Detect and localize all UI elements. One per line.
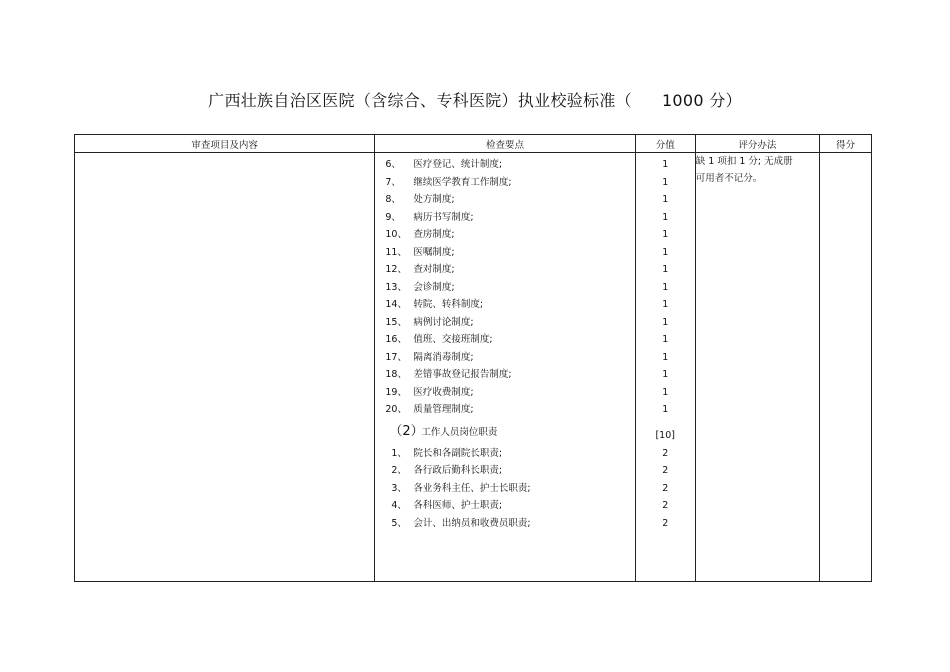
section-item-text: 各业务科主任、护士长职责;: [413, 482, 531, 494]
check-item-points: 1: [662, 351, 669, 363]
points-cell: [635, 153, 695, 582]
points-list: [636, 156, 695, 419]
table-header-row: [75, 135, 872, 153]
check-item: [375, 261, 634, 279]
check-item-text: 病历书写制度;: [413, 211, 474, 223]
section-item-points: 2: [662, 482, 669, 494]
review-item-cell: [75, 153, 375, 582]
check-item-number: 9、: [385, 211, 401, 223]
header-points: 分值: [635, 135, 695, 153]
title-score: 1000 分）: [661, 91, 742, 110]
section-item-points: 2: [662, 447, 669, 459]
check-item-number: 14、: [385, 299, 407, 310]
header-scoring-method: 评分办法: [695, 135, 819, 153]
section-item-number: 5、: [391, 517, 407, 529]
section-item-text: 各行政后勤科长职责;: [413, 465, 503, 476]
check-item-text: 查对制度;: [413, 264, 455, 275]
section-item-text: 会计、出纳员和收费员职责;: [413, 517, 531, 529]
section-item-points: 2: [662, 517, 669, 529]
check-item-number: 6、: [385, 159, 401, 170]
check-item: [375, 174, 634, 192]
check-item: [375, 191, 634, 209]
check-item-text: 处方制度;: [413, 194, 455, 205]
check-item-text: 医疗登记、统计制度;: [413, 159, 503, 170]
section-item-number: 3、: [391, 482, 407, 494]
check-item: [375, 244, 634, 262]
section-item: [375, 445, 634, 463]
check-item-points: 1: [662, 404, 669, 415]
check-item: [375, 384, 634, 402]
section-item-number: 2、: [391, 465, 407, 476]
section-item-points: 2: [662, 465, 669, 476]
check-item-text: 会诊制度;: [413, 281, 455, 293]
score-cell: [819, 153, 871, 582]
header-check-points: 检查要点: [375, 135, 635, 153]
section-number: （2）: [389, 423, 424, 439]
check-item-number: 19、: [385, 386, 407, 398]
check-item: [375, 331, 634, 349]
check-item-text: 医疗收费制度;: [413, 386, 474, 398]
check-item-points: 1: [662, 246, 669, 258]
check-item: [375, 209, 634, 227]
check-item-text: 医嘱制度;: [413, 246, 455, 258]
check-item-number: 20、: [385, 404, 407, 415]
check-item-points: 1: [662, 211, 669, 223]
section-points-list: [636, 445, 695, 533]
section-item: [375, 480, 634, 498]
check-item-number: 15、: [385, 316, 407, 328]
title-text: 广西壮族自治区医院（含综合、专科医院）执业校验标准（: [208, 91, 632, 110]
check-item-number: 10、: [385, 229, 407, 240]
section-points: [10]: [655, 429, 675, 441]
check-item-text: 质量管理制度;: [413, 404, 474, 415]
standard-table: [74, 134, 872, 582]
check-item-points: 1: [662, 229, 669, 240]
method-line-2: 可用者不记分。: [695, 173, 763, 184]
check-item-points: 1: [662, 264, 669, 275]
check-item-points: 1: [662, 334, 669, 345]
check-item-points: 1: [662, 369, 669, 380]
check-item-number: 7、: [385, 176, 401, 188]
check-item-text: 查房制度;: [413, 229, 455, 240]
check-item: [375, 314, 634, 332]
section-items-list: [375, 445, 634, 533]
check-item-text: 隔离消毒制度;: [413, 351, 474, 363]
table-body-row: [75, 153, 872, 582]
document-title: [0, 88, 950, 111]
header-review-item: 审查项目及内容: [75, 135, 375, 153]
check-item-points: 1: [662, 159, 669, 170]
check-item: [375, 226, 634, 244]
check-item-number: 13、: [385, 281, 407, 293]
check-points-cell: [375, 153, 635, 582]
check-item-points: 1: [662, 176, 669, 188]
section-title: 工作人员岗位职责: [421, 426, 498, 438]
section-item: [375, 462, 634, 480]
check-item-points: 1: [662, 386, 669, 398]
check-item-number: 8、: [385, 194, 401, 205]
check-item-points: 1: [662, 281, 669, 293]
check-item: [375, 279, 634, 297]
method-line-1: 缺 1 项扣 1 分; 无成册: [695, 156, 793, 167]
check-item: [375, 156, 634, 174]
section-item-points: 2: [662, 500, 669, 511]
check-items-list: [375, 156, 634, 419]
section-item-number: 1、: [391, 447, 407, 459]
check-item: [375, 366, 634, 384]
check-item-text: 病例讨论制度;: [413, 316, 474, 328]
check-item-text: 继续医学教育工作制度;: [413, 176, 512, 188]
check-item-number: 17、: [385, 351, 407, 363]
check-item-number: 11、: [385, 246, 407, 258]
check-item-number: 18、: [385, 369, 407, 380]
check-item: [375, 401, 634, 419]
check-item-number: 12、: [385, 264, 407, 275]
header-score: 得分: [819, 135, 871, 153]
check-item-text: 差错事故登记报告制度;: [413, 369, 512, 380]
section-heading: [375, 419, 634, 445]
scoring-method-cell: [695, 153, 819, 582]
check-item-points: 1: [662, 194, 669, 205]
check-item-points: 1: [662, 316, 669, 328]
check-item-text: 值班、交接班制度;: [413, 334, 493, 345]
check-item-number: 16、: [385, 334, 407, 345]
section-item: [375, 497, 634, 515]
section-item-text: 院长和各副院长职责;: [413, 447, 503, 459]
section-item-number: 4、: [391, 500, 407, 511]
check-item-points: 1: [662, 299, 669, 310]
section-item: [375, 515, 634, 533]
section-item-text: 各科医师、护士职责;: [413, 500, 503, 511]
check-item-text: 转院、转科制度;: [413, 299, 484, 310]
check-item: [375, 349, 634, 367]
check-item: [375, 296, 634, 314]
